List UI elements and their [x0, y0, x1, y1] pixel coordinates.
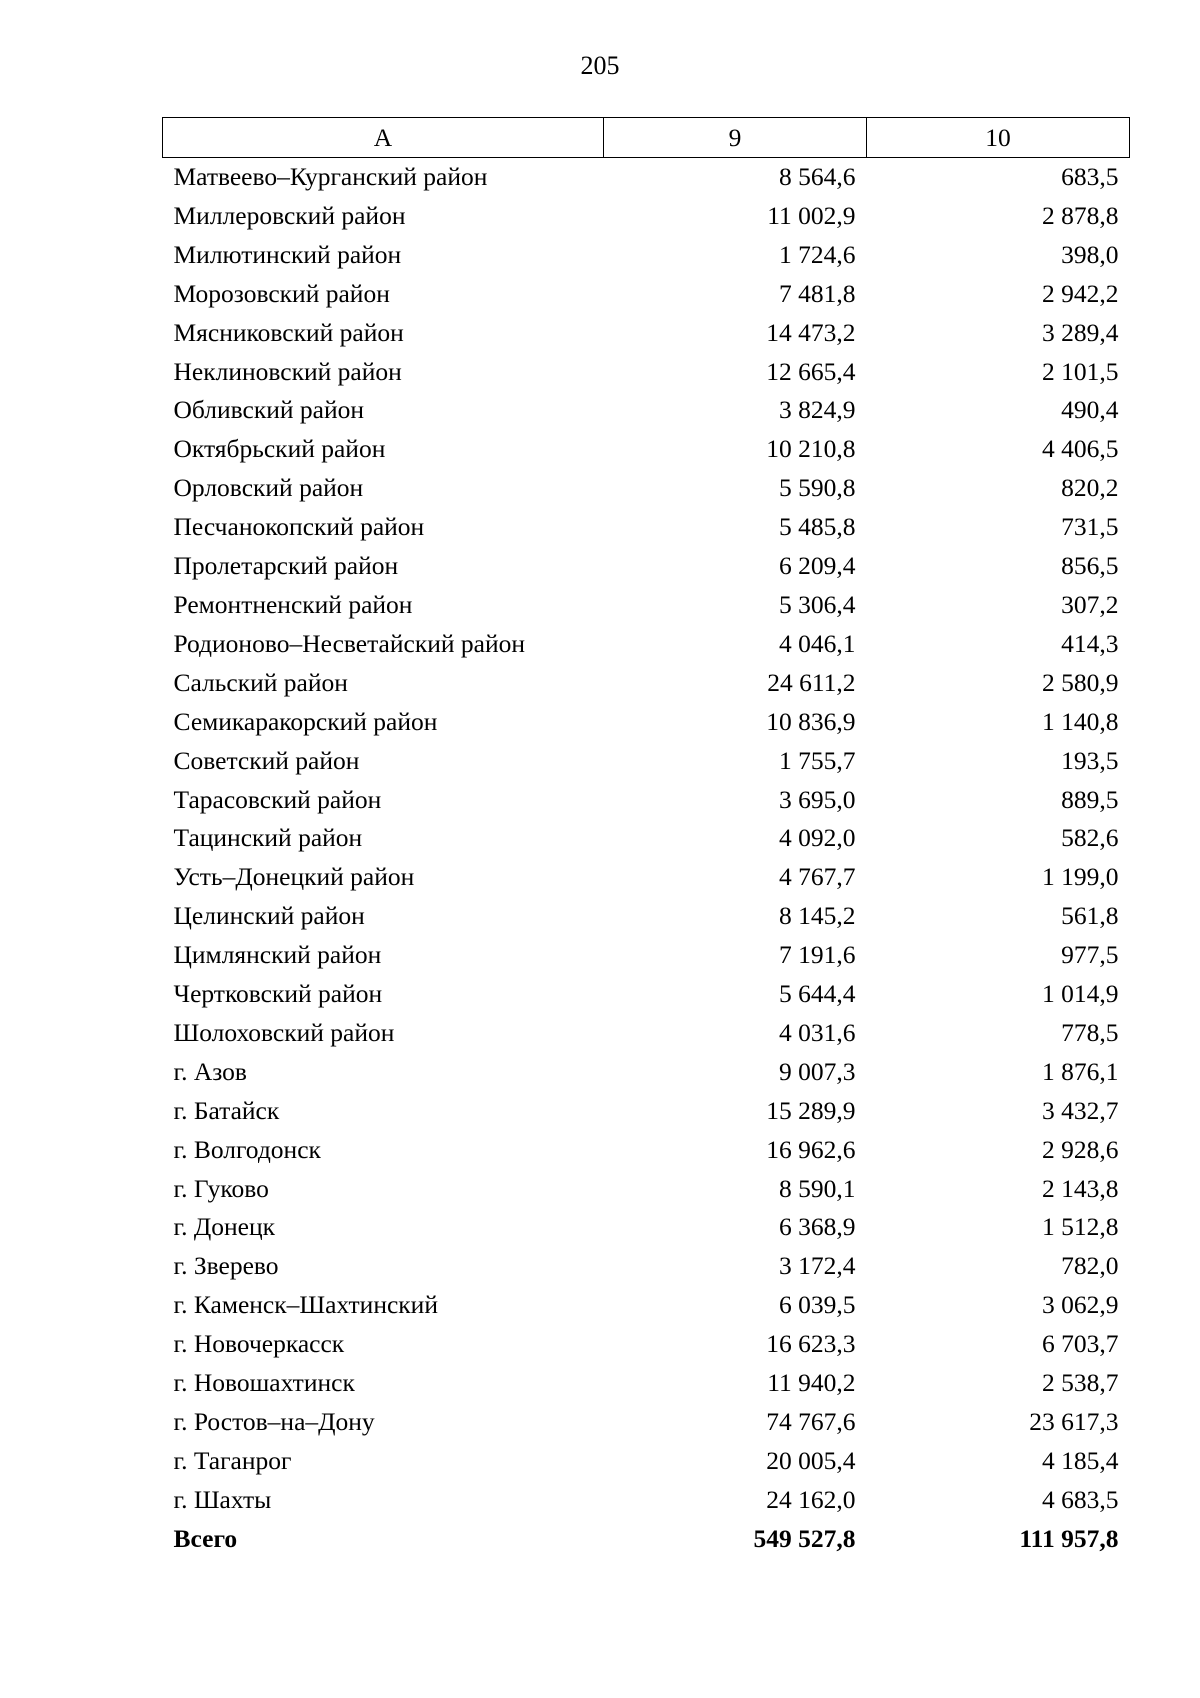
cell-col9: 4 031,6 [779, 1017, 856, 1047]
table-row [163, 1247, 1130, 1286]
cell-name: Пролетарский район [173, 551, 399, 581]
table-row [163, 391, 1130, 430]
cell-name: Усть–Донецкий район [173, 862, 415, 892]
cell-col9: 4 092,0 [779, 823, 856, 853]
cell-col9: 5 590,8 [779, 473, 856, 503]
cell-col9: 5 644,4 [779, 979, 856, 1009]
cell-name: Обливский район [173, 395, 365, 425]
cell-name: г. Зверево [173, 1251, 279, 1281]
table-row [163, 975, 1130, 1014]
cell-col9: 11 940,2 [767, 1368, 856, 1398]
cell-col10: 2 538,7 [1042, 1368, 1119, 1398]
table-row [163, 1170, 1130, 1209]
cell-col9: 10 836,9 [766, 706, 856, 736]
cell-col9: 7 481,8 [779, 278, 856, 308]
table-row [163, 430, 1130, 469]
cell-col10: 1 876,1 [1042, 1056, 1119, 1086]
header-row [163, 118, 1130, 158]
cell-col9: 6 039,5 [779, 1290, 856, 1320]
table-row [163, 586, 1130, 625]
header-cell-col10: 10 [867, 118, 1130, 158]
cell-name: Семикаракорский район [173, 706, 438, 736]
cell-name: г. Шахты [173, 1484, 272, 1514]
cell-name: г. Новочеркасск [173, 1329, 345, 1359]
cell-col10: 193,5 [1061, 745, 1119, 775]
table-row [163, 1131, 1130, 1170]
cell-col10: 731,5 [1061, 512, 1119, 542]
data-table [162, 117, 1130, 1559]
table-row [163, 1053, 1130, 1092]
cell-name: Чертковский район [173, 979, 383, 1009]
cell-name: г. Новошахтинск [173, 1368, 355, 1398]
cell-col10: 4 185,4 [1042, 1445, 1119, 1475]
cell-col10: 4 406,5 [1042, 434, 1119, 464]
table-row [163, 1442, 1130, 1481]
cell-col9: 12 665,4 [766, 356, 856, 386]
table-row [163, 1092, 1130, 1131]
cell-col10: 1 512,8 [1042, 1212, 1119, 1242]
table-row [163, 819, 1130, 858]
cell-col10: 111 957,8 [1019, 1523, 1119, 1553]
page-number: 205 [580, 51, 620, 80]
table-row [163, 197, 1130, 236]
cell-col9: 3 172,4 [779, 1251, 856, 1281]
cell-col9: 15 289,9 [766, 1095, 856, 1125]
cell-col10: 889,5 [1061, 784, 1119, 814]
table-row [163, 1325, 1130, 1364]
cell-col10: 1 140,8 [1042, 706, 1119, 736]
table-row [163, 936, 1130, 975]
cell-name: Всего [173, 1523, 238, 1553]
cell-col9: 9 007,3 [779, 1056, 856, 1086]
table-header [163, 118, 1130, 158]
cell-col10: 778,5 [1061, 1017, 1119, 1047]
cell-col10: 3 062,9 [1042, 1290, 1119, 1320]
table-row [163, 158, 1130, 197]
cell-name: г. Волгодонск [173, 1134, 321, 1164]
cell-col10: 490,4 [1061, 395, 1119, 425]
table-row [163, 353, 1130, 392]
cell-name: Неклиновский район [173, 356, 402, 386]
cell-col10: 3 432,7 [1042, 1095, 1119, 1125]
cell-col9: 7 191,6 [779, 940, 856, 970]
cell-col9: 8 590,1 [779, 1173, 856, 1203]
table-row [163, 1208, 1130, 1247]
cell-name: Тацинский район [173, 823, 363, 853]
cell-name: Милютинский район [173, 239, 402, 269]
cell-col9: 5 306,4 [779, 589, 856, 619]
cell-col9: 1 755,7 [779, 745, 856, 775]
cell-col9: 24 162,0 [766, 1484, 856, 1514]
header-cell-name: А [163, 118, 604, 158]
table-row [163, 1286, 1130, 1325]
cell-col10: 582,6 [1061, 823, 1119, 853]
table-row [163, 469, 1130, 508]
cell-col9: 10 210,8 [766, 434, 856, 464]
table-row [163, 858, 1130, 897]
cell-name: Песчанокопский район [173, 512, 425, 542]
cell-name: Шолоховский район [173, 1017, 395, 1047]
cell-col9: 5 485,8 [779, 512, 856, 542]
cell-name: г. Гуково [173, 1173, 269, 1203]
cell-col10: 1 199,0 [1042, 862, 1119, 892]
cell-col10: 561,8 [1061, 901, 1119, 931]
cell-col10: 6 703,7 [1042, 1329, 1119, 1359]
cell-col9: 4 767,7 [779, 862, 856, 892]
cell-col9: 3 695,0 [779, 784, 856, 814]
cell-col10: 2 942,2 [1042, 278, 1119, 308]
cell-col10: 414,3 [1061, 628, 1119, 658]
table-row [163, 781, 1130, 820]
cell-col9: 8 564,6 [779, 162, 856, 191]
cell-col9: 6 209,4 [779, 551, 856, 581]
cell-name: г. Ростов–на–Дону [173, 1407, 375, 1436]
cell-col9: 6 368,9 [779, 1212, 856, 1242]
cell-col10: 2 143,8 [1042, 1173, 1119, 1203]
cell-name: Сальский район [173, 667, 348, 697]
cell-name: г. Каменск–Шахтинский [173, 1290, 438, 1320]
cell-col10: 856,5 [1061, 551, 1119, 581]
cell-col9: 16 623,3 [766, 1329, 856, 1359]
table-row [163, 897, 1130, 936]
cell-col10: 307,2 [1061, 589, 1119, 619]
cell-col10: 1 014,9 [1042, 979, 1119, 1009]
cell-name: Тарасовский район [173, 784, 382, 814]
table-row [163, 508, 1130, 547]
cell-name: Родионово–Несветайский район [173, 628, 525, 658]
cell-name: Матвеево–Курганский район [173, 162, 488, 191]
cell-col9: 24 611,2 [767, 667, 856, 697]
cell-col9: 4 046,1 [779, 628, 856, 658]
cell-col10: 977,5 [1061, 940, 1119, 970]
cell-col10: 2 878,8 [1042, 200, 1119, 230]
cell-name: Советский район [173, 745, 360, 775]
cell-col10: 2 101,5 [1042, 356, 1119, 386]
cell-col9: 8 145,2 [779, 901, 856, 931]
cell-name: г. Донецк [173, 1212, 275, 1242]
cell-col10: 23 617,3 [1029, 1407, 1119, 1436]
header-cell-col9: 9 [604, 118, 867, 158]
cell-col9: 1 724,6 [779, 239, 856, 269]
table-row [163, 236, 1130, 275]
cell-col10: 398,0 [1061, 239, 1119, 269]
cell-col10: 2 928,6 [1042, 1134, 1119, 1164]
table-row [163, 1014, 1130, 1053]
cell-col9: 3 824,9 [779, 395, 856, 425]
cell-name: Морозовский район [173, 278, 390, 308]
cell-col10: 3 289,4 [1042, 317, 1119, 347]
table-row [163, 664, 1130, 703]
cell-col9: 74 767,6 [766, 1407, 856, 1436]
table-row [163, 275, 1130, 314]
cell-col10: 2 580,9 [1042, 667, 1119, 697]
cell-name: Ремонтненский район [173, 589, 413, 619]
cell-col9: 16 962,6 [766, 1134, 856, 1164]
cell-name: Целинский район [173, 901, 365, 931]
total-row [163, 1520, 1130, 1559]
cell-name: Мясниковский район [173, 317, 404, 347]
cell-name: г. Азов [173, 1056, 247, 1086]
cell-name: Орловский район [173, 473, 364, 503]
cell-col10: 683,5 [1061, 162, 1119, 191]
table-row [163, 703, 1130, 742]
table-row [163, 1403, 1130, 1442]
table-row [163, 1481, 1130, 1520]
cell-name: Миллеровский район [173, 200, 406, 230]
table-row [163, 547, 1130, 586]
cell-col9: 14 473,2 [766, 317, 856, 347]
table-row [163, 625, 1130, 664]
table-row [163, 314, 1130, 353]
cell-col10: 4 683,5 [1042, 1484, 1119, 1514]
cell-name: г. Батайск [173, 1095, 280, 1125]
cell-name: Цимлянский район [173, 940, 382, 970]
cell-col10: 820,2 [1061, 473, 1119, 503]
cell-col9: 549 527,8 [753, 1523, 856, 1553]
table-body [163, 158, 1130, 1559]
cell-col9: 11 002,9 [767, 200, 856, 230]
table-row [163, 1364, 1130, 1403]
cell-col9: 20 005,4 [766, 1445, 856, 1475]
cell-col10: 782,0 [1061, 1251, 1119, 1281]
table-row [163, 742, 1130, 781]
cell-name: г. Таганрог [173, 1445, 292, 1475]
cell-name: Октябрьский район [173, 434, 386, 464]
